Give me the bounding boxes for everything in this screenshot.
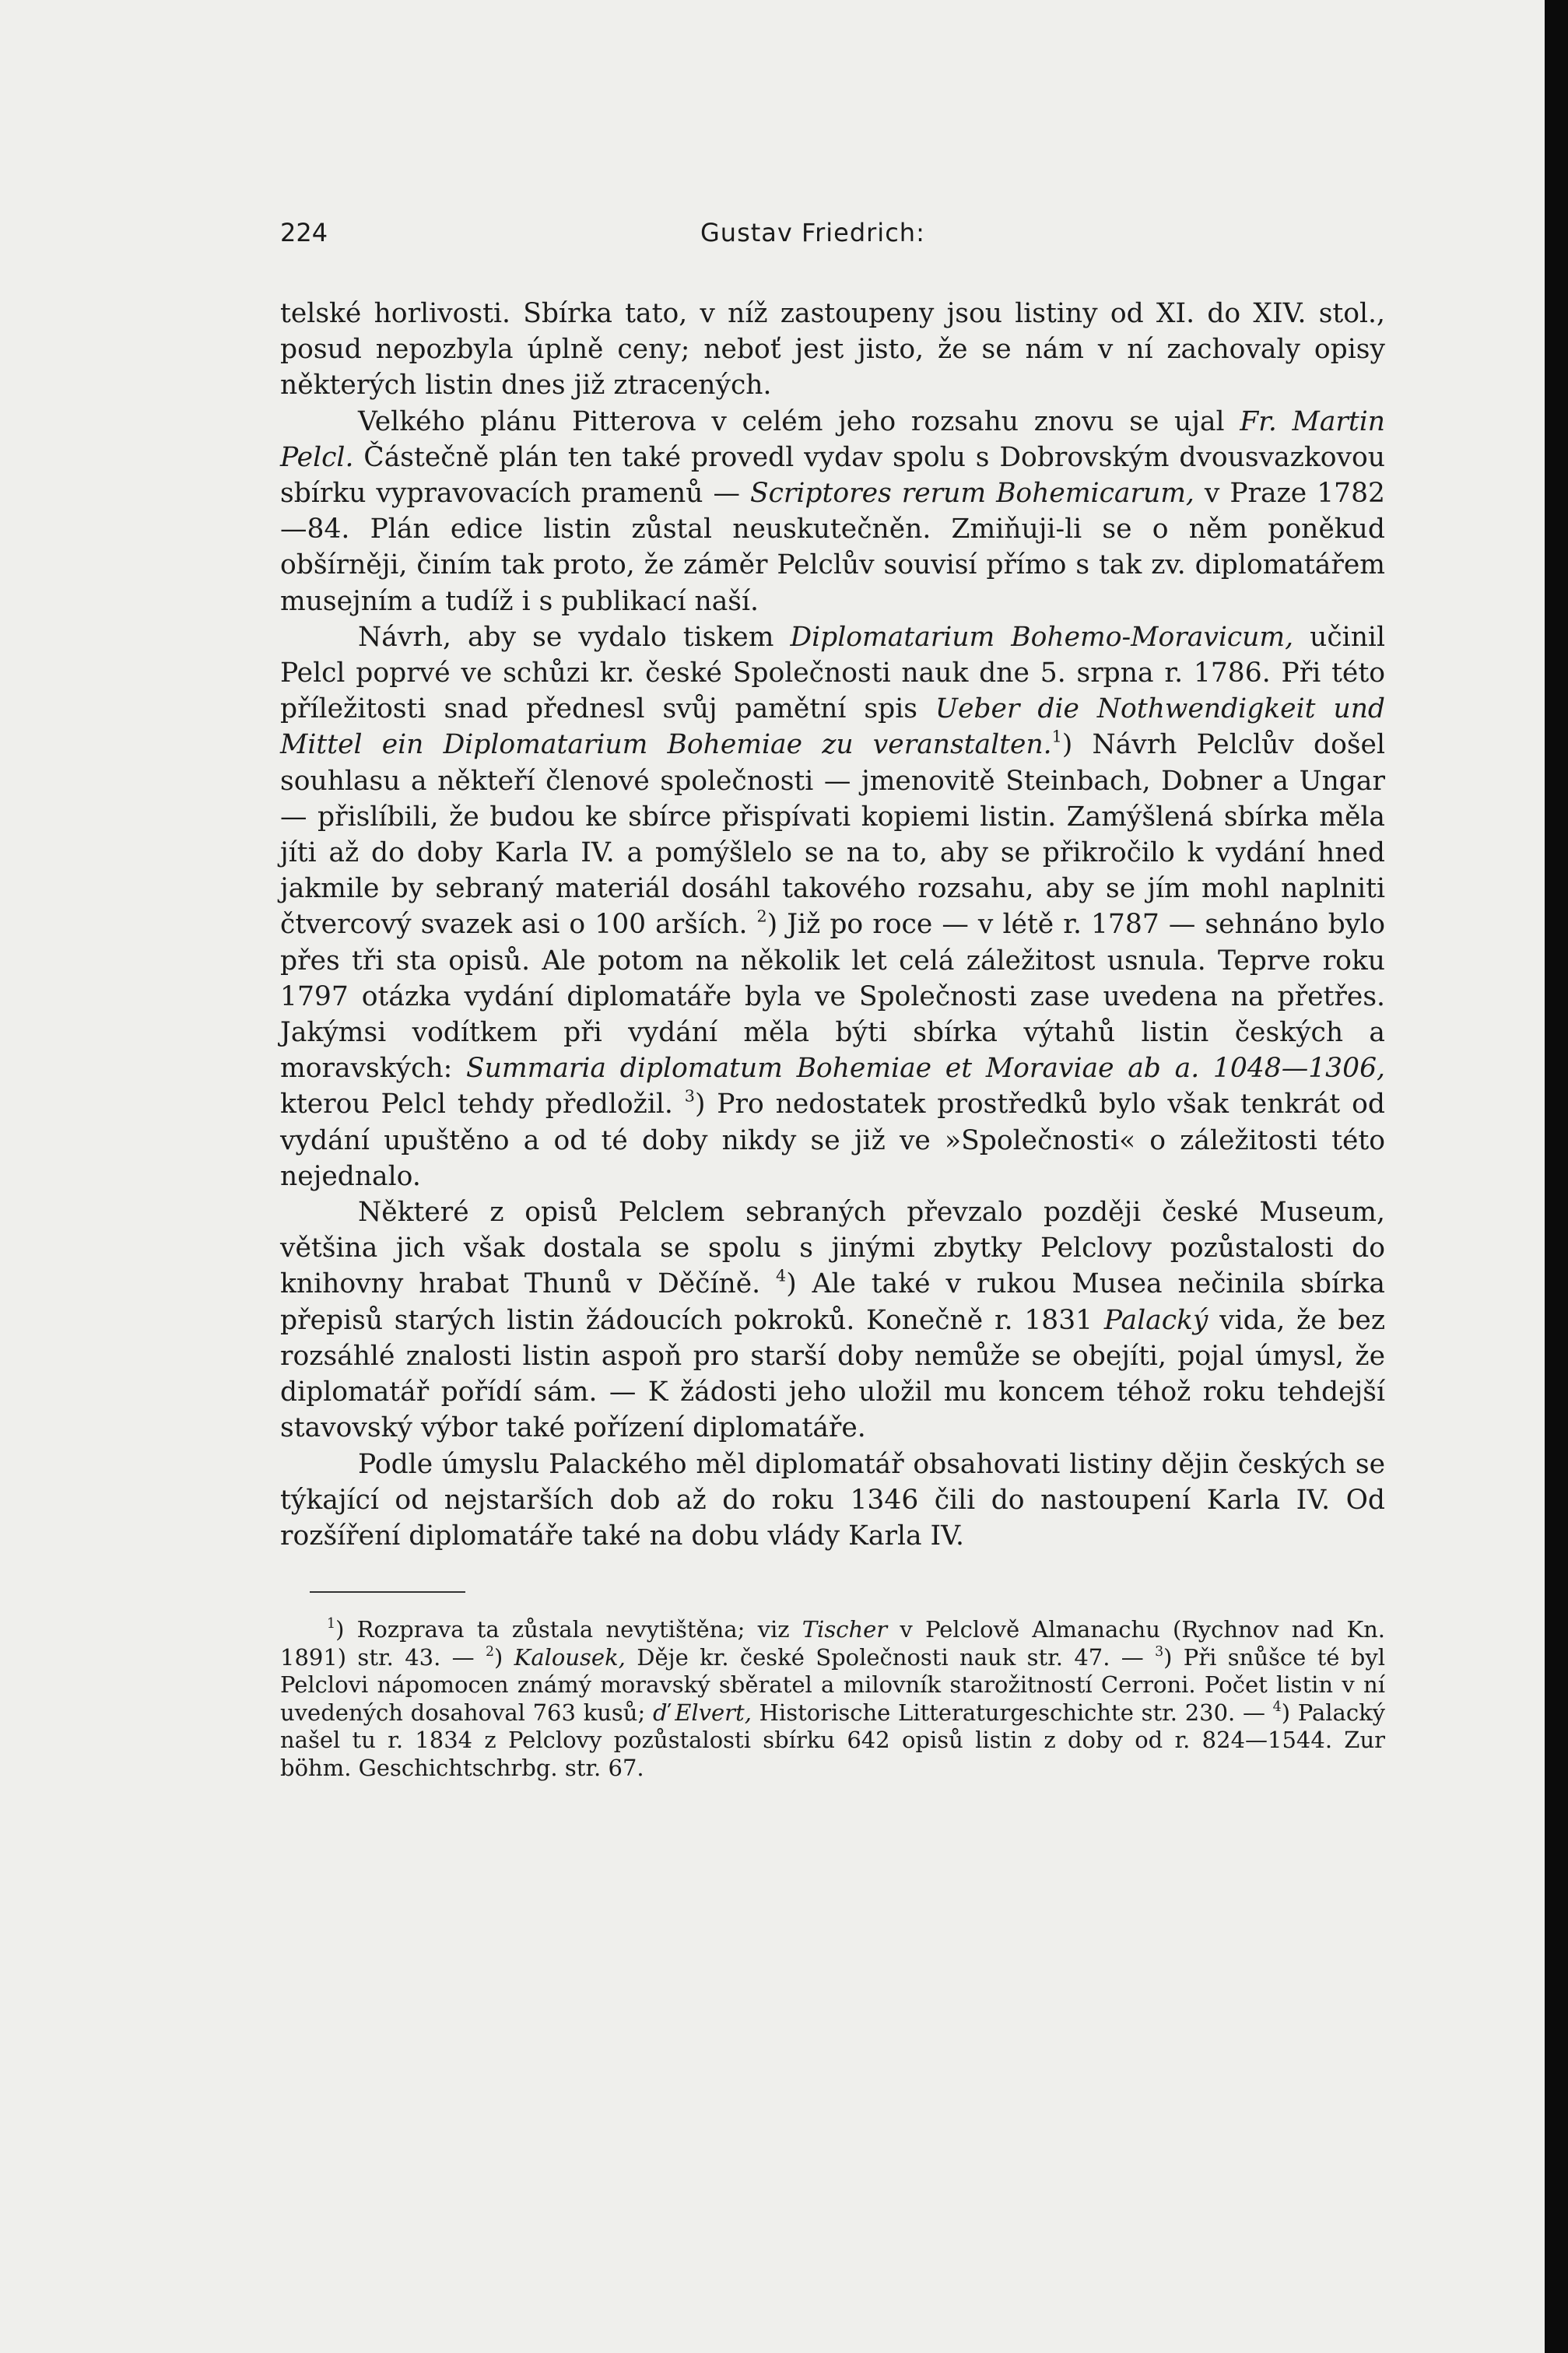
text-run: ) Již po roce — v létě r. 1787 — sehnáno bylo přes tři sta opisů. Ale potom na několik let celá záležitost usnula. Teprve roku 1797 otázka vydání diplomatáře byla ve Společnosti zase uvedena na přetřes. Jakýmsi vodítkem při vydání měla býti sbírka výtahů listin českých a moravských: <box>280 909 1385 1085</box>
italic-title: Diplomatarium Bohemo-Moravicum, <box>790 621 1294 653</box>
text-run: Návrh, aby se vydalo tiskem <box>358 621 791 653</box>
scan-edge-shadow <box>1545 0 1568 2353</box>
paragraph-1 <box>280 296 1385 404</box>
italic-name: Palacký <box>1103 1304 1208 1336</box>
text-run: v Pelclově Almanachu (Rychnov nad Kn. 1891) str. 43. — <box>280 1616 1385 1671</box>
italic-name: ď Elvert, <box>652 1699 752 1726</box>
italic-name: Tischer <box>802 1616 888 1643</box>
footnote-number: 3 <box>1155 1643 1164 1660</box>
body-text <box>280 296 1385 1554</box>
footnotes <box>280 1616 1385 1783</box>
text-run: kterou Pelcl tehdy předložil. <box>280 1089 685 1120</box>
book-page <box>280 218 1385 1783</box>
footnote-ref: 3 <box>684 1086 695 1106</box>
text-run: Některé z opisů Pelclem sebraných převzalo později české Museum, většina jich však dostala se spolu s jinými zbytky Pelclovy pozůstalosti do knihovny hrabat Thunů v Děčíně. <box>280 1197 1385 1300</box>
text-run: vida, že bez rozsáhlé znalosti listin aspoň pro starší doby nemůže se obejíti, pojal úmysl, že diplomatář pořídí sám. — K žádosti jeho uložil mu koncem téhož roku tehdejší stavovský výbor také pořízení diplomatáře. <box>280 1304 1385 1444</box>
text-run: Podle úmyslu Palackého měl diplomatář obsahovati listiny dějin českých se týkající od nejstarších dob až do roku 1346 čili do nastoupení Karla IV. Od rozšíření diplomatáře také na dobu vlády Karla IV. <box>280 1448 1385 1552</box>
text-run: Historische Litteraturgeschichte str. 230. — <box>751 1699 1273 1726</box>
text-run: učinil Pelcl poprvé ve schůzi kr. české Společnosti nauk dne 5. srpna r. 1786. Při této příležitosti snad přednesl svůj pamětní spis <box>280 621 1385 725</box>
text-run: v Praze 1782—84. Plán edice listin zůstal neuskutečněn. Zmiňuji-li se o něm poněkud obšírněji, činím tak proto, že záměr Pelclův souvisí přímo s tak zv. diplomatářem musejním a tudíž i s publikací naší. <box>280 478 1385 617</box>
footnote-number: 4 <box>1272 1699 1282 1715</box>
text-run: ) Při snůšce té byl Pelclovi nápomocen známý moravský sběratel a milovník starožitností Cerroni. Počet listin v ní uvedených dosahoval 763 kusů; <box>280 1643 1385 1726</box>
text-run: ) Pro nedostatek prostředků bylo však tenkrát od vydání upuštěno a od té doby nikdy se již ve »Společnosti« o záležitosti této nejednalo. <box>280 1089 1385 1192</box>
footnote-separator <box>310 1591 465 1593</box>
text-run: Velkého plánu Pitterova v celém jeho rozsahu znovu se ujal <box>358 405 1240 437</box>
paragraph-4 <box>280 1194 1385 1446</box>
text-run: telské horlivosti. Sbírka tato, v níž zastoupeny jsou listiny od XI. do XIV. stol., posud nepozbyla úplně ceny; neboť jest jisto, že se nám v ní zachovaly opisy některých listin dnes již ztracených. <box>280 298 1385 402</box>
text-run: ) Rozprava ta zůstala nevytištěna; viz <box>335 1616 802 1643</box>
running-title: Gustav Friedrich: <box>700 218 925 247</box>
text-run: ) <box>494 1643 514 1671</box>
text-run: ) Návrh Pelclův došel souhlasu a někteří členové společnosti — jmenovitě Steinbach, Dobner a Ungar — přislíbili, že budou ke sbírce přispívati kopiemi listin. Zamýšlená sbírka měla jíti až do doby Karla IV. a pomýšlelo se na to, aby se přikročilo k vydání hned jakmile by sebraný materiál dosáhl takového rozsahu, aby se jím mohl naplniti čtvercový svazek asi o 100 arších. <box>280 729 1385 941</box>
text-run: Děje kr. české Společnosti nauk str. 47. — <box>625 1643 1156 1671</box>
italic-name: Kalousek, <box>514 1643 626 1671</box>
paragraph-2 <box>280 404 1385 619</box>
text-run: ) Palacký našel tu r. 1834 z Pelclovy pozůstalosti sbírku 642 opisů listin z doby od r. 824—1544. Zur böhm. Geschichtschrbg. str. 67. <box>280 1699 1386 1782</box>
paragraph-5 <box>280 1447 1385 1555</box>
page-number: 224 <box>280 218 328 247</box>
italic-title: Summaria diplomatum Bohemiae et Moraviae ab a. 1048—1306, <box>466 1053 1385 1085</box>
footnote-block <box>280 1616 1385 1783</box>
running-head <box>280 218 1385 265</box>
footnote-ref: 1 <box>1051 727 1062 746</box>
footnote-number: 1 <box>327 1615 336 1632</box>
italic-title: Ueber die Nothwendigkeit und Mittel ein Diplomatarium Bohemiae zu veranstalten. <box>280 693 1385 761</box>
footnote-number: 2 <box>485 1643 495 1660</box>
footnote-ref: 4 <box>776 1267 787 1285</box>
italic-title: Scriptores rerum Bohemicarum, <box>749 478 1194 510</box>
italic-name: Fr. Martin Pelcl. <box>280 405 1385 473</box>
text-run: Částečně plán ten také provedl vydav spolu s Dobrovským dvousvazkovou sbírku vypravovacích pramenů — <box>280 441 1385 510</box>
paragraph-3 <box>280 619 1385 1194</box>
footnote-ref: 2 <box>756 906 767 926</box>
text-run: ) Ale také v rukou Musea nečinila sbírka přepisů starých listin žádoucích pokroků. Konečně r. 1831 <box>280 1268 1385 1336</box>
